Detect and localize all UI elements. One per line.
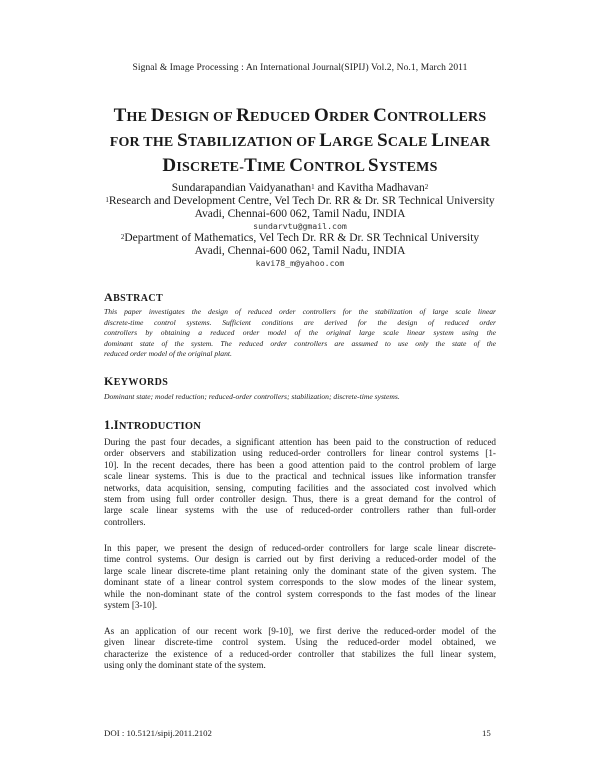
title-segment: O [314, 105, 329, 126]
title-line-3 [70, 154, 530, 179]
keywords-heading [104, 374, 168, 389]
title-segment: EDUCED [249, 110, 315, 125]
abstract-heading [104, 290, 163, 305]
title-segment: ISCRETE- [176, 160, 245, 175]
title-segment: C [289, 155, 304, 176]
title-segment: YSTEMS [378, 160, 438, 175]
title-segment: ESIGN OF [164, 110, 237, 125]
introduction-heading-rest: NTRODUCTION [118, 421, 201, 432]
title-segment: INEAR [444, 135, 491, 150]
author-1-name: Sundarapandian Vaidyanathan [171, 182, 312, 194]
paragraph-line: while the non-dominant state of the control system corresponds to the fast modes of the linear [104, 588, 496, 599]
abstract-line: discrete-time control systems. Sufficient conditions are derived for the design of reduced order [104, 317, 496, 327]
title-segment: ONTROLLERS [387, 110, 487, 125]
paragraph-line: In this paper, we present the design of reduced-order controllers for large scale linear discrete- [104, 543, 496, 553]
intro-paragraph-3 [104, 626, 496, 672]
title-segment: ARGE [332, 135, 378, 150]
title-segment: S [177, 130, 188, 151]
author-2-sup: 2 [424, 183, 429, 191]
paragraph-line: time control systems. Our design is carried out by first deriving a reduced-order model of the [104, 554, 496, 565]
paragraph-line: During the past four decades, a significant attention has been paid to the construction of reduced [104, 437, 496, 447]
abstract-line: reduced order model of the original plant. [104, 349, 232, 358]
author-2-email[interactable]: kavi78_m@yahoo.com [255, 258, 345, 268]
title-segment: CALE [387, 135, 432, 150]
title-segment: T [244, 155, 257, 176]
paragraph-line: given linear discrete-time control system. Using the reduced-order model obtained, we [104, 637, 496, 648]
title-segment: D [150, 105, 165, 126]
affiliation-2-line-1 [60, 232, 540, 245]
title-segment: R [236, 105, 250, 126]
paragraph-line: large scale linear systems with the use of reduced-order controllers rather than full-order [104, 505, 496, 516]
title-segment: IME [256, 160, 290, 175]
abstract-line: controllers by obtaining a reduced order model of the original large scale linear system using the [104, 328, 496, 337]
title-line-2 [70, 129, 530, 154]
page-number: 15 [482, 728, 491, 738]
author-1-sup: 1 [311, 183, 315, 191]
title-segment: TABILIZATION OF [187, 135, 320, 150]
title-segment: D [162, 155, 177, 176]
author-names [60, 182, 540, 195]
running-header: Signal & Image Processing : An International Journal(SIPIJ) Vol.2, No.1, March 2011 [132, 63, 468, 73]
abstract-line: dominant state of the system. The reduced order controllers are assumed to use only the state of the [104, 338, 496, 348]
affiliation-1-line-1 [60, 195, 540, 208]
title-segment: RDER [329, 110, 374, 125]
introduction-number: 1. [104, 418, 114, 432]
paragraph-line: 10]. In the recent decades, there has been a good attention paid to the control problem of large [104, 459, 496, 470]
keywords-heading-cap: K [104, 374, 114, 388]
title-segment: S [377, 130, 388, 151]
affiliation-2-sup: 2 [120, 233, 125, 241]
abstract-line: This paper investigates the design of reduced order controllers for the stabilization of large scale linear [104, 307, 496, 316]
title-segment: L [319, 130, 333, 151]
abstract-body [104, 307, 496, 360]
paragraph-line: networks, data acquisition, sensing, computing facilities and the associated cost involved which [104, 482, 496, 493]
title-segment: HE [126, 110, 151, 125]
paper-title [70, 104, 530, 179]
intro-paragraph-2 [104, 543, 496, 611]
paragraph-line: As an application of our recent work [9-10], we first derive the reduced-order model of the [104, 626, 496, 636]
title-segment: L [431, 130, 445, 151]
affiliation-1-text: Research and Development Centre, Vel Tech Dr. RR & Dr. SR Technical University [108, 195, 495, 207]
author-2-name: Kavitha Madhavan [336, 182, 425, 194]
paragraph-line: scale linear systems. This is due to the practical and technical issues like information transfer [104, 471, 496, 482]
title-segment: S [368, 155, 379, 176]
introduction-heading [104, 418, 201, 433]
affiliation-2-line-2: Avadi, Chennai-600 062, Tamil Nadu, INDIA [194, 245, 406, 257]
author-block [60, 182, 540, 269]
introduction-heading-cap: I [113, 418, 119, 432]
keywords-heading-rest: EYWORDS [113, 377, 169, 388]
affiliation-2-text: Department of Mathematics, Vel Tech Dr. RR & Dr. SR Technical University [124, 232, 480, 244]
affiliation-1-line-2: Avadi, Chennai-600 062, Tamil Nadu, INDIA [194, 208, 406, 220]
paragraph-line: order observers and stabilization using reduced-order controllers for linear control systems [1- [104, 448, 496, 459]
paragraph-line: system [3-10]. [104, 600, 158, 611]
abstract-heading-rest: BSTRACT [113, 293, 164, 304]
paragraph-line: large scale linear discrete-time plant retaining only the dominant state of the given system. The [104, 565, 496, 576]
intro-paragraph-1 [104, 437, 496, 528]
footer-doi: DOI : 10.5121/sipij.2011.2102 [104, 728, 212, 738]
author-1-email[interactable]: sundarvtu@gmail.com [253, 221, 347, 231]
author-and: and [314, 182, 337, 194]
title-segment: C [373, 105, 388, 126]
title-segment: FOR THE [109, 135, 178, 150]
title-segment: T [113, 105, 127, 126]
title-segment: ONTROL [303, 160, 368, 175]
paragraph-line: controllers. [104, 516, 146, 527]
affiliation-1-sup: 1 [105, 196, 109, 204]
title-line-1 [70, 104, 530, 129]
abstract-heading-cap: A [104, 290, 114, 304]
paragraph-line: using only the dominant state of the system. [104, 660, 266, 671]
paragraph-line: characterize the existence of a reduced-order controller that stabilizes the full linear system, [104, 648, 496, 659]
keywords-body: Dominant state; model reduction; reduced-order controllers; stabilization; discrete-time systems. [104, 392, 400, 401]
paragraph-line: stem from using full order controller design. Thus, there is a great demand for the control of [104, 494, 496, 505]
paragraph-line: dominant state of a linear control system corresponds to the slow modes of the linear system, [104, 577, 496, 588]
